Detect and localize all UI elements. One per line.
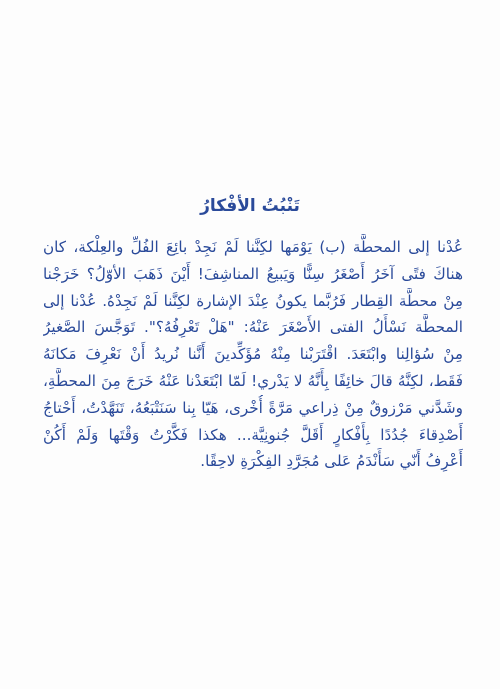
paragraph-line: عُدْنا إلى المحطَّة (ب) يَوْمَها لكِنَّنا لَمْ نَجِدْ بائِعَ الفُلِّ والعِلْكة، كان bbox=[43, 238, 463, 256]
body-paragraph bbox=[43, 234, 463, 475]
paragraph-line: هناكَ فتًى آخَرُ أَصْغَرُ سِنًّا وَيَبيعُ المناشِفَ! أَيْنَ ذَهَبَ الأوّلُ؟ خَرَجْنا bbox=[43, 264, 463, 283]
chapter-title: تَنْبُتُ الأفْكارُ bbox=[200, 196, 300, 216]
paragraph-line: المحطَّة نَسْأَلُ الفتى الأَصْغَرَ عَنْهُ: "هَلْ تَعْرِفُهُ؟". تَوَجَّسَ الصَّغيرُ bbox=[43, 318, 463, 337]
paragraph-line: وشَدَّني مَرْزوقٌ مِنْ ذِراعي مَرَّةً أُخْرى، هَيّا بِنا سَنَتْبَعُهُ، تَنَهَّدْتُ، أَحْتاجُ bbox=[43, 398, 463, 417]
paragraph-line: مِنْ سُؤالِنا وابْتَعَدَ. اقْتَرَبْنا مِنْهُ مُؤَكِّدينَ أَنَّنا نُريدُ أَنْ نَعْرِفَ مَكانَهُ bbox=[43, 345, 463, 364]
paragraph-line: فَقَط، لكِنَّهُ قالَ خائِفًا بِأَنَّهُ لا يَدْري! لَمّا ابْتَعَدْنا عَنْهُ خَرَجَ مِنَ المحطَّةِ، bbox=[43, 371, 463, 390]
paragraph-line: أَعْرِفُ أَنّي سَأَنْدَمُ عَلى مُجَرَّدِ الفِكْرَةِ لاحِقًا. bbox=[200, 452, 463, 471]
paragraph-line: مِنْ محطَّة القِطار فَرُبَّما يكونُ عِنْدَ الإشارة لكِنَّنا لَمْ نَجِدْهُ. عُدْنا إلى bbox=[43, 291, 463, 310]
paragraph-line: أَصْدِقاءَ جُدُدًا بِأَفْكارٍ أَقَلَّ جُنونِيَّة... هكذا فَكَّرْتُ وَقْتَها وَلَمْ أَكُنْ bbox=[43, 425, 463, 444]
